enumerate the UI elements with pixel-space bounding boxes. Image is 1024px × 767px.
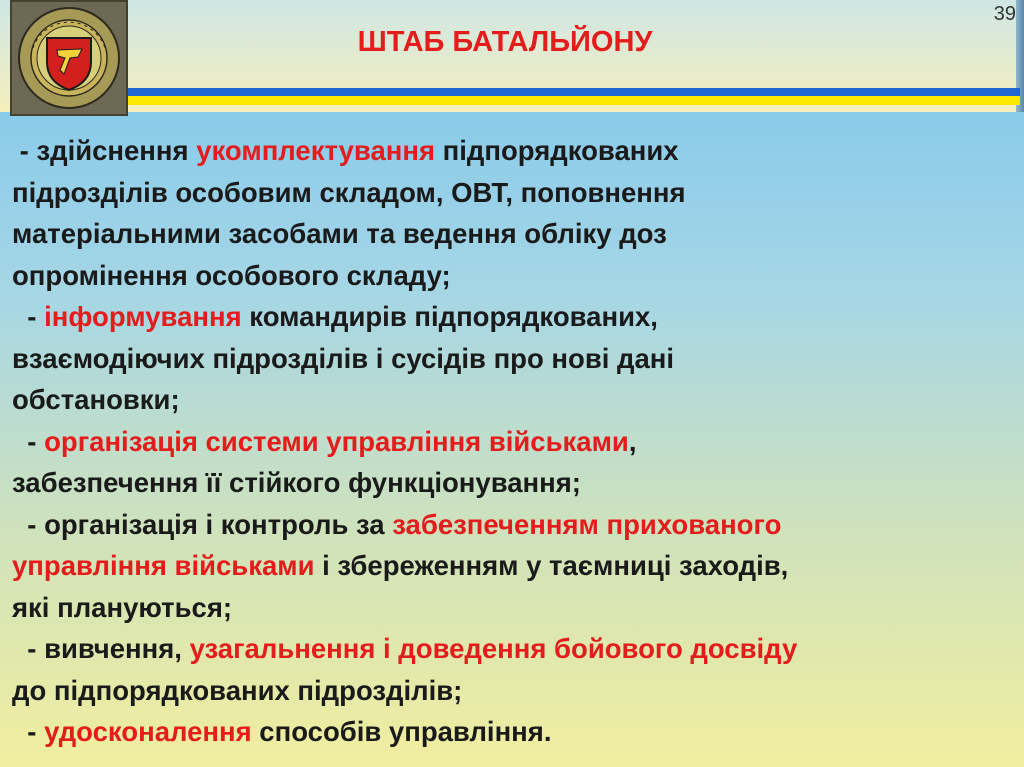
text-line: підрозділів особовим складом, ОВТ, поповнення: [12, 176, 686, 208]
text-line: - інформування командирів підпорядкованих,: [12, 301, 658, 332]
text-line: управління військами і збереженням у таємниці заходів,: [12, 550, 789, 581]
military-emblem-icon: [10, 0, 128, 116]
text-line: обстановки;: [12, 384, 180, 415]
slide-title: ШТАБ БАТАЛЬЙОНУ: [357, 26, 653, 58]
text-line: забезпечення її стійкого функціонування;: [12, 467, 581, 498]
text-line: опромінення особового складу;: [12, 259, 451, 291]
text-line: - організація системи управління військами,: [12, 425, 637, 457]
highlighted-term: удосконалення: [44, 716, 252, 747]
text-line: - вивчення, узагальнення і доведення бойового досвіду: [12, 633, 798, 664]
text-line: до підпорядкованих підрозділів;: [12, 674, 463, 706]
text-line: взаємодіючих підрозділів і сусідів про нові дані: [12, 342, 675, 374]
highlighted-term: управління військами: [12, 550, 315, 581]
header-stripe-yellow: [126, 96, 1020, 105]
list-item: [12, 421, 1012, 504]
highlighted-term: узагальнення і доведення бойового досвіду: [189, 633, 798, 664]
text-line: - удосконалення способів управління.: [12, 716, 552, 747]
text-line: матеріальними засобами та ведення обліку доз: [12, 218, 667, 249]
list-item: [12, 296, 1012, 421]
list-item: [12, 504, 1012, 629]
text-line: які плануються;: [12, 591, 233, 623]
highlighted-term: організація системи управління військами: [44, 425, 629, 457]
highlighted-term: укомплектування: [196, 135, 436, 166]
highlighted-term: інформування: [44, 301, 242, 332]
text-line: - організація і контроль за забезпеченням прихованого: [12, 508, 782, 540]
text-line: - здійснення укомплектування підпорядкованих: [12, 135, 679, 166]
list-item: [12, 711, 1012, 753]
slide-number: 39: [993, 3, 1016, 25]
list-item: [12, 628, 1012, 711]
header-stripe-blue: [126, 88, 1020, 96]
list-item: [12, 130, 1012, 296]
highlighted-term: забезпеченням прихованого: [392, 508, 782, 540]
slide-body: [12, 130, 1012, 753]
